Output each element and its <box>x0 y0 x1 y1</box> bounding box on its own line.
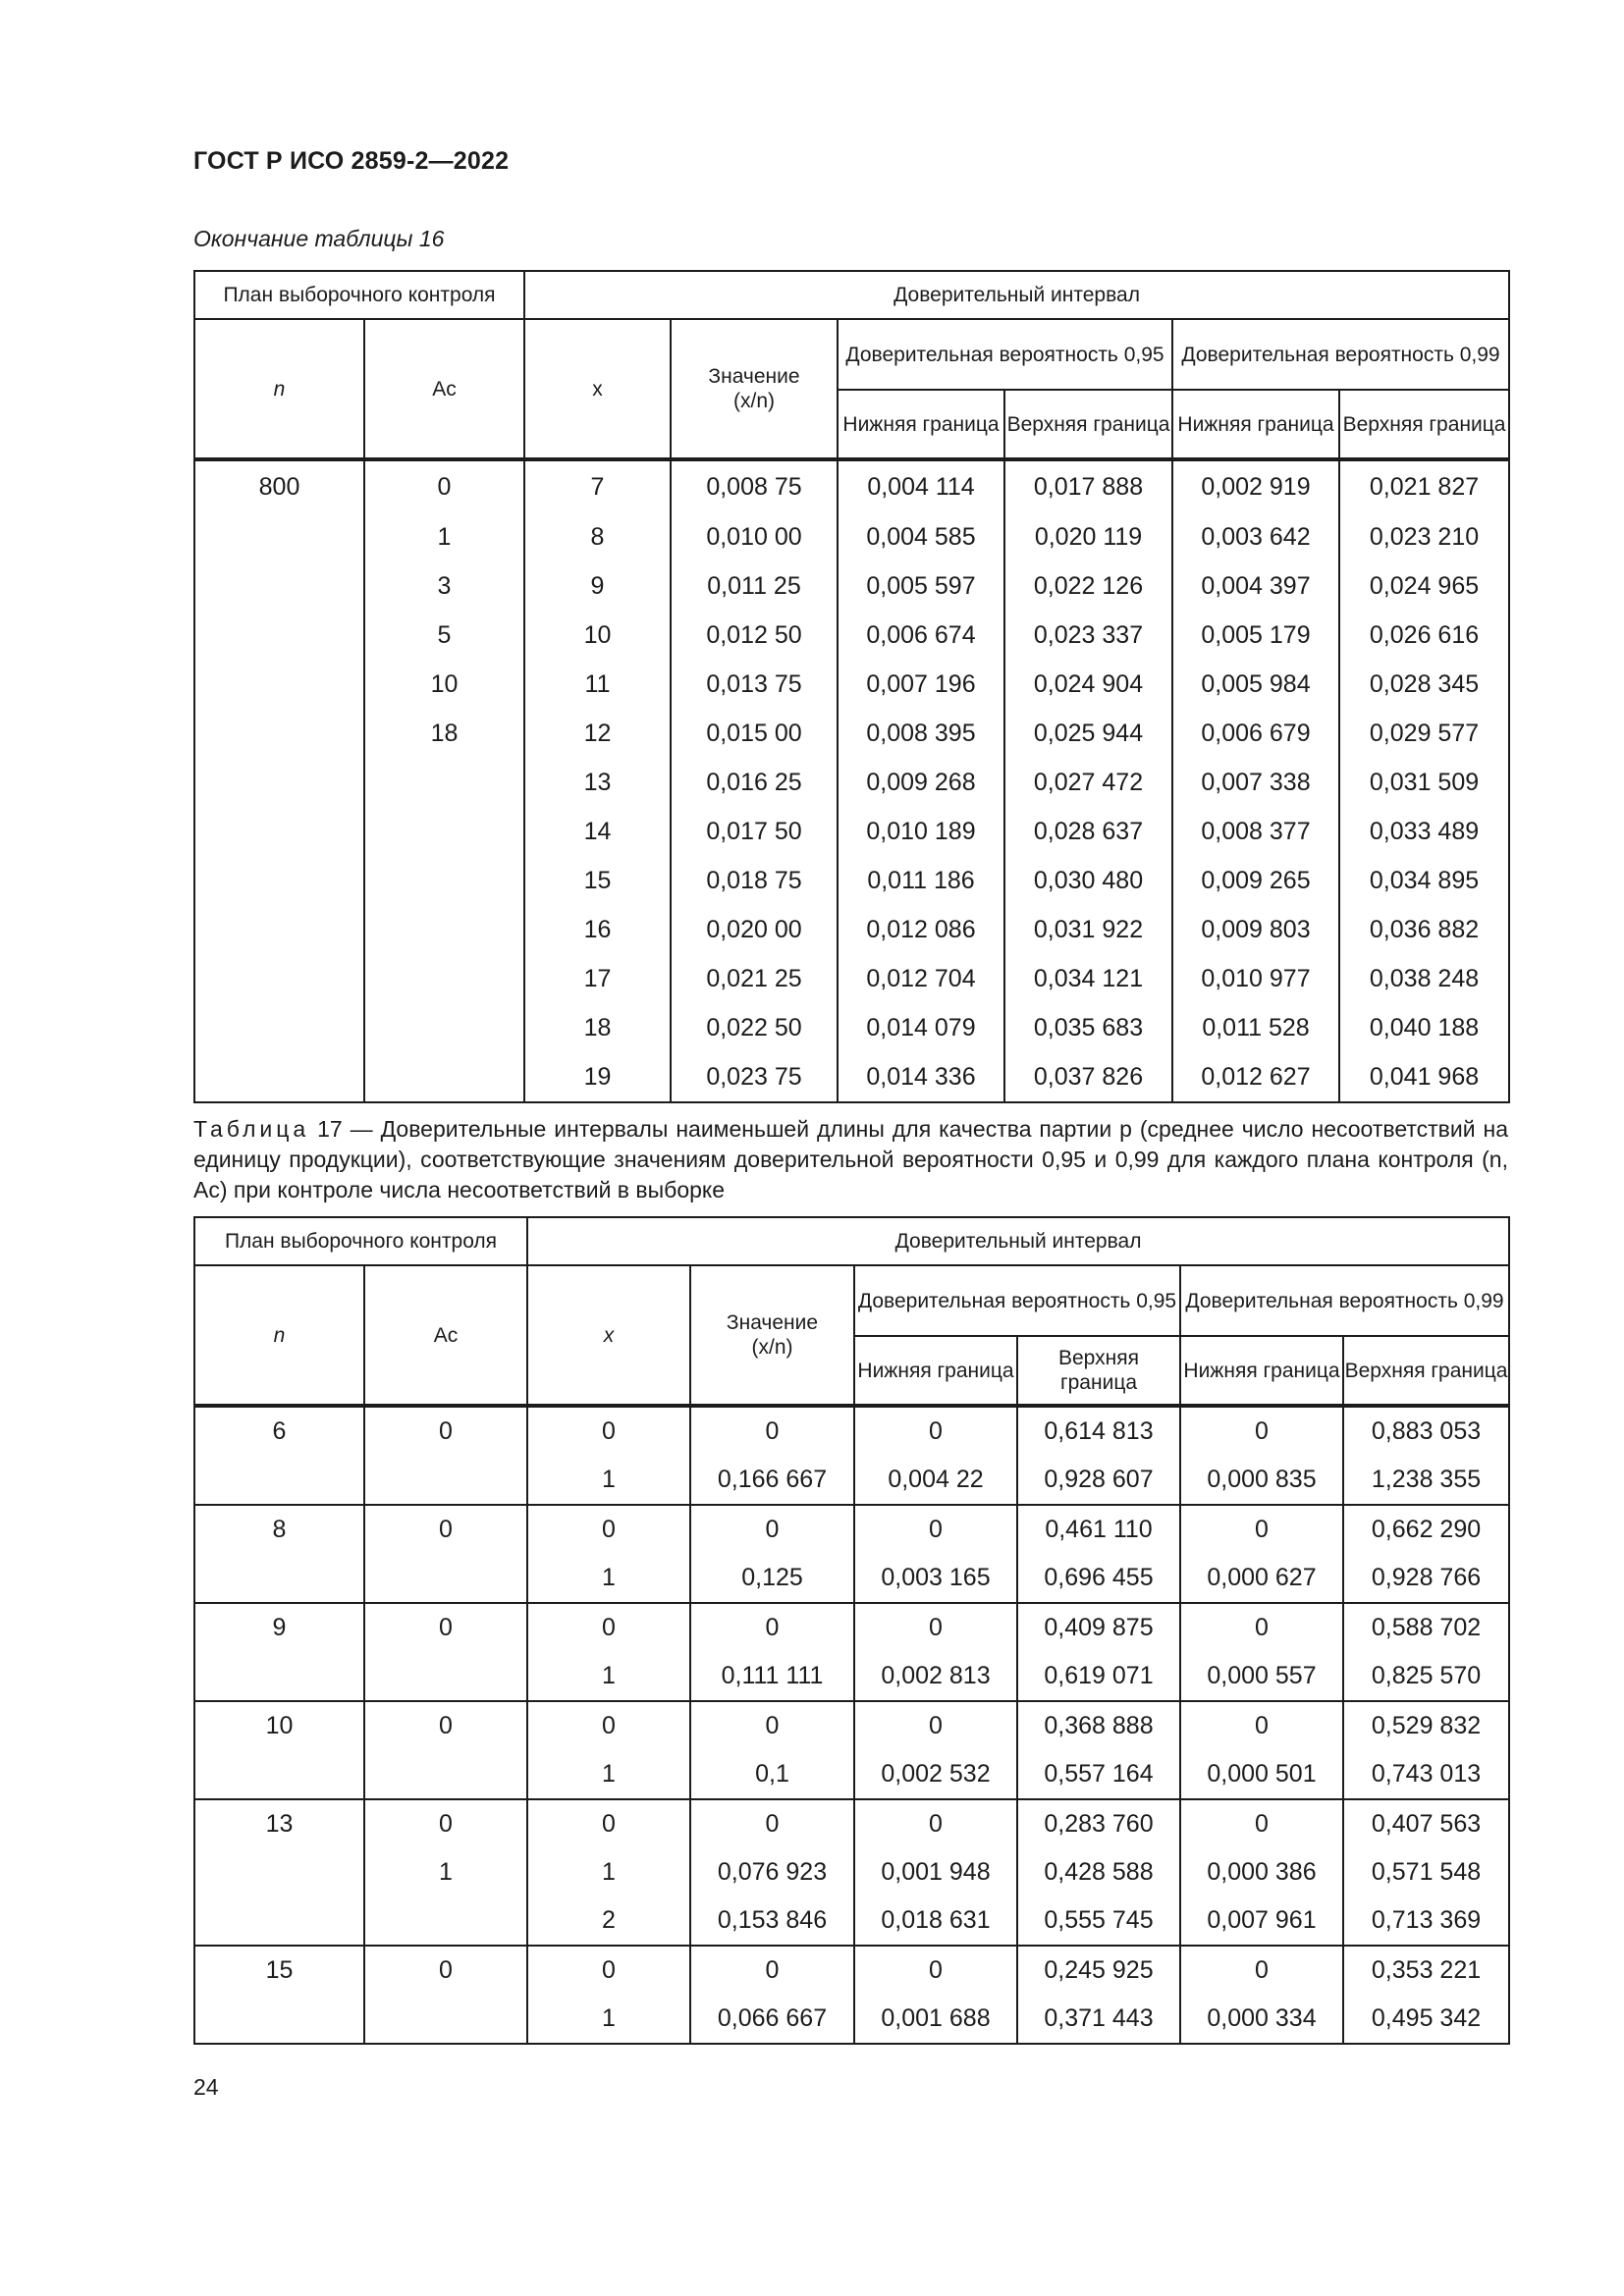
cell-lower-95: 0,004 22 <box>854 1456 1017 1505</box>
cell-x: 17 <box>524 954 671 1003</box>
cell-lower-99: 0 <box>1180 1799 1343 1848</box>
cell-lower-95: 0,005 597 <box>838 561 1004 611</box>
cell-x: 11 <box>524 660 671 709</box>
cell-value: 0 <box>690 1505 854 1554</box>
cell-x: 18 <box>524 1003 671 1052</box>
table-row <box>194 1995 1509 2044</box>
cell-lower-95: 0,009 268 <box>838 758 1004 807</box>
table-row <box>194 1701 1509 1750</box>
header-interval: Доверительный интервал <box>524 271 1509 319</box>
cell-n <box>194 954 364 1003</box>
cell-value: 0,1 <box>690 1750 854 1799</box>
cell-ac: 0 <box>364 1946 527 1995</box>
cell-x: 15 <box>524 856 671 905</box>
cell-lower-95: 0,012 704 <box>838 954 1004 1003</box>
cell-ac <box>364 1554 527 1603</box>
cell-upper-99: 0,571 548 <box>1343 1848 1509 1896</box>
table-row <box>194 459 1509 512</box>
table-row <box>194 1652 1509 1701</box>
cell-ac <box>364 807 524 856</box>
cell-lower-99: 0,004 397 <box>1172 561 1339 611</box>
cell-ac: 3 <box>364 561 524 611</box>
table-17-group <box>194 1406 1509 1505</box>
cell-ac: 0 <box>364 1701 527 1750</box>
table-row <box>194 856 1509 905</box>
cell-lower-95: 0,011 186 <box>838 856 1004 905</box>
cell-upper-99: 0,021 827 <box>1339 459 1509 512</box>
cell-ac <box>364 905 524 954</box>
cell-lower-95: 0 <box>854 1505 1017 1554</box>
table-row <box>194 1052 1509 1102</box>
cell-x: 19 <box>524 1052 671 1102</box>
cell-ac: 0 <box>364 1406 527 1456</box>
cell-upper-99: 0,038 248 <box>1339 954 1509 1003</box>
cell-upper-95: 0,557 164 <box>1017 1750 1180 1799</box>
cell-n <box>194 856 364 905</box>
cell-upper-95: 0,409 875 <box>1017 1603 1180 1652</box>
table-17-group <box>194 1701 1509 1799</box>
cell-value: 0,166 667 <box>690 1456 854 1505</box>
table-row <box>194 1406 1509 1456</box>
header-x: x <box>524 319 671 459</box>
cell-ac <box>364 954 524 1003</box>
cell-x: 0 <box>527 1406 690 1456</box>
header-lower-99: Нижняя граница <box>1172 390 1339 459</box>
cell-value: 0,011 25 <box>671 561 838 611</box>
page-number: 24 <box>193 2074 219 2100</box>
cell-n <box>194 1848 364 1896</box>
cell-upper-99: 0,588 702 <box>1343 1603 1509 1652</box>
cell-value: 0 <box>690 1701 854 1750</box>
cell-lower-95: 0 <box>854 1946 1017 1995</box>
cell-lower-99: 0,009 265 <box>1172 856 1339 905</box>
table-row <box>194 660 1509 709</box>
cell-n <box>194 1652 364 1701</box>
cell-n: 800 <box>194 459 364 512</box>
cell-value: 0 <box>690 1799 854 1848</box>
cell-lower-95: 0,004 114 <box>838 459 1004 512</box>
table-row <box>194 905 1509 954</box>
cell-lower-95: 0,014 336 <box>838 1052 1004 1102</box>
cell-ac: 0 <box>364 459 524 512</box>
cell-upper-99: 0,662 290 <box>1343 1505 1509 1554</box>
cell-x: 1 <box>527 1750 690 1799</box>
header-lower-99: Нижняя граница <box>1180 1336 1343 1406</box>
cell-upper-95: 0,614 813 <box>1017 1406 1180 1456</box>
cell-upper-99: 1,238 355 <box>1343 1456 1509 1505</box>
cell-x: 12 <box>524 709 671 758</box>
cell-lower-99: 0,000 334 <box>1180 1995 1343 2044</box>
cell-upper-95: 0,022 126 <box>1004 561 1172 611</box>
table-17-group <box>194 1603 1509 1701</box>
cell-upper-99: 0,024 965 <box>1339 561 1509 611</box>
table-17-title <box>193 1114 1508 1205</box>
cell-ac: 0 <box>364 1603 527 1652</box>
cell-upper-99: 0,041 968 <box>1339 1052 1509 1102</box>
cell-upper-99: 0,031 509 <box>1339 758 1509 807</box>
cell-ac <box>364 1652 527 1701</box>
cell-upper-95: 0,371 443 <box>1017 1995 1180 2044</box>
header-conf-99: Доверительная вероятность 0,99 <box>1172 319 1509 390</box>
cell-x: 0 <box>527 1701 690 1750</box>
cell-lower-99: 0 <box>1180 1946 1343 1995</box>
cell-value: 0,010 00 <box>671 512 838 561</box>
header-value-line2: (x/n) <box>751 1336 793 1359</box>
cell-lower-95: 0,007 196 <box>838 660 1004 709</box>
cell-n: 6 <box>194 1406 364 1456</box>
table-continuation-caption: Окончание таблицы 16 <box>193 226 445 251</box>
cell-n <box>194 758 364 807</box>
table-row <box>194 709 1509 758</box>
header-plan: План выборочного контроля <box>194 271 524 319</box>
cell-upper-95: 0,027 472 <box>1004 758 1172 807</box>
cell-x: 14 <box>524 807 671 856</box>
cell-lower-99: 0,011 528 <box>1172 1003 1339 1052</box>
cell-n <box>194 1456 364 1505</box>
cell-upper-99: 0,023 210 <box>1339 512 1509 561</box>
cell-value: 0,021 25 <box>671 954 838 1003</box>
cell-ac: 5 <box>364 611 524 660</box>
table-row <box>194 1554 1509 1603</box>
cell-lower-95: 0 <box>854 1701 1017 1750</box>
cell-n: 13 <box>194 1799 364 1848</box>
cell-value: 0,023 75 <box>671 1052 838 1102</box>
cell-upper-99: 0,883 053 <box>1343 1406 1509 1456</box>
cell-upper-99: 0,713 369 <box>1343 1896 1509 1946</box>
cell-upper-95: 0,035 683 <box>1004 1003 1172 1052</box>
cell-lower-95: 0,012 086 <box>838 905 1004 954</box>
cell-value: 0 <box>690 1603 854 1652</box>
cell-lower-99: 0,000 627 <box>1180 1554 1343 1603</box>
cell-lower-99: 0,003 642 <box>1172 512 1339 561</box>
cell-upper-95: 0,428 588 <box>1017 1848 1180 1896</box>
cell-n <box>194 1003 364 1052</box>
header-lower-95: Нижняя граница <box>838 390 1004 459</box>
cell-lower-95: 0,003 165 <box>854 1554 1017 1603</box>
cell-lower-95: 0,004 585 <box>838 512 1004 561</box>
table-17-group <box>194 1946 1509 2044</box>
cell-value: 0,012 50 <box>671 611 838 660</box>
cell-x: 0 <box>527 1505 690 1554</box>
cell-lower-99: 0 <box>1180 1701 1343 1750</box>
cell-upper-95: 0,017 888 <box>1004 459 1172 512</box>
cell-n <box>194 905 364 954</box>
table-17-group <box>194 1505 1509 1603</box>
cell-n <box>194 611 364 660</box>
header-plan: План выборочного контроля <box>194 1217 527 1265</box>
table-17-label: Таблица <box>193 1116 310 1142</box>
cell-value: 0,017 50 <box>671 807 838 856</box>
cell-upper-99: 0,407 563 <box>1343 1799 1509 1848</box>
cell-x: 13 <box>524 758 671 807</box>
header-upper-99: Верхняя граница <box>1339 390 1509 459</box>
cell-upper-95: 0,037 826 <box>1004 1052 1172 1102</box>
cell-lower-99: 0,005 984 <box>1172 660 1339 709</box>
cell-value: 0 <box>690 1406 854 1456</box>
table-row <box>194 512 1509 561</box>
cell-value: 0,125 <box>690 1554 854 1603</box>
cell-value: 0,013 75 <box>671 660 838 709</box>
header-upper-95: Верхняя граница <box>1017 1336 1180 1406</box>
cell-lower-99: 0 <box>1180 1505 1343 1554</box>
cell-upper-99: 0,743 013 <box>1343 1750 1509 1799</box>
cell-value: 0,111 111 <box>690 1652 854 1701</box>
cell-ac <box>364 1750 527 1799</box>
cell-lower-99: 0,000 386 <box>1180 1848 1343 1896</box>
cell-lower-95: 0,001 688 <box>854 1995 1017 2044</box>
table-17-title-text: 17 — Доверительные интервалы наименьшей длины для качества партии p (среднее число несоответствий на единицу продукции), соответствующие значениям доверительной вероятности 0,95 и 0,99 для каждого плана контроля (n, Ac) при контроле числа несоответствий в выборке <box>193 1116 1508 1202</box>
cell-lower-99: 0 <box>1180 1603 1343 1652</box>
cell-lower-95: 0 <box>854 1603 1017 1652</box>
cell-ac: 18 <box>364 709 524 758</box>
table-row <box>194 1603 1509 1652</box>
cell-value: 0 <box>690 1946 854 1995</box>
cell-lower-95: 0,006 674 <box>838 611 1004 660</box>
table-row <box>194 807 1509 856</box>
cell-ac <box>364 1995 527 2044</box>
cell-upper-99: 0,928 766 <box>1343 1554 1509 1603</box>
cell-lower-99: 0,009 803 <box>1172 905 1339 954</box>
cell-lower-99: 0,010 977 <box>1172 954 1339 1003</box>
cell-ac: 10 <box>364 660 524 709</box>
cell-lower-99: 0,006 679 <box>1172 709 1339 758</box>
cell-lower-99: 0,008 377 <box>1172 807 1339 856</box>
cell-n: 15 <box>194 1946 364 1995</box>
cell-value: 0,066 667 <box>690 1995 854 2044</box>
cell-n <box>194 1052 364 1102</box>
cell-lower-99: 0,012 627 <box>1172 1052 1339 1102</box>
cell-upper-99: 0,026 616 <box>1339 611 1509 660</box>
table-row <box>194 611 1509 660</box>
header-value <box>690 1265 854 1406</box>
cell-n <box>194 1896 364 1946</box>
cell-lower-95: 0,002 532 <box>854 1750 1017 1799</box>
cell-x: 0 <box>527 1603 690 1652</box>
cell-upper-99: 0,029 577 <box>1339 709 1509 758</box>
cell-x: 2 <box>527 1896 690 1946</box>
cell-x: 1 <box>527 1456 690 1505</box>
cell-lower-95: 0,008 395 <box>838 709 1004 758</box>
table-row <box>194 1003 1509 1052</box>
cell-ac <box>364 1896 527 1946</box>
table-row <box>194 1750 1509 1799</box>
cell-lower-95: 0,010 189 <box>838 807 1004 856</box>
cell-n: 8 <box>194 1505 364 1554</box>
table-row <box>194 561 1509 611</box>
document-header: ГОСТ Р ИСО 2859-2—2022 <box>193 147 510 175</box>
header-value-line1: Значение <box>708 365 800 388</box>
cell-n <box>194 1750 364 1799</box>
cell-value: 0,008 75 <box>671 459 838 512</box>
cell-x: 1 <box>527 1554 690 1603</box>
cell-value: 0,076 923 <box>690 1848 854 1896</box>
table-17 <box>193 1216 1510 2045</box>
cell-ac <box>364 1003 524 1052</box>
header-ac: Ac <box>364 319 524 459</box>
cell-n <box>194 512 364 561</box>
cell-lower-99: 0,000 557 <box>1180 1652 1343 1701</box>
cell-x: 1 <box>527 1652 690 1701</box>
cell-n: 9 <box>194 1603 364 1652</box>
cell-lower-95: 0 <box>854 1799 1017 1848</box>
header-conf-95: Доверительная вероятность 0,95 <box>854 1265 1180 1336</box>
header-value <box>671 319 838 459</box>
cell-upper-99: 0,495 342 <box>1343 1995 1509 2044</box>
cell-value: 0,018 75 <box>671 856 838 905</box>
cell-upper-95: 0,696 455 <box>1017 1554 1180 1603</box>
cell-upper-99: 0,353 221 <box>1343 1946 1509 1995</box>
header-lower-95: Нижняя граница <box>854 1336 1017 1406</box>
cell-upper-95: 0,025 944 <box>1004 709 1172 758</box>
header-n: n <box>194 1265 364 1406</box>
cell-upper-95: 0,555 745 <box>1017 1896 1180 1946</box>
cell-upper-95: 0,034 121 <box>1004 954 1172 1003</box>
table-row <box>194 1456 1509 1505</box>
cell-x: 0 <box>527 1946 690 1995</box>
cell-x: 9 <box>524 561 671 611</box>
cell-lower-95: 0,001 948 <box>854 1848 1017 1896</box>
cell-value: 0,015 00 <box>671 709 838 758</box>
cell-upper-99: 0,033 489 <box>1339 807 1509 856</box>
cell-upper-95: 0,020 119 <box>1004 512 1172 561</box>
cell-x: 1 <box>527 1995 690 2044</box>
header-conf-99: Доверительная вероятность 0,99 <box>1180 1265 1509 1336</box>
table-row <box>194 1896 1509 1946</box>
cell-lower-99: 0,000 835 <box>1180 1456 1343 1505</box>
table-17-group <box>194 1799 1509 1946</box>
cell-upper-99: 0,036 882 <box>1339 905 1509 954</box>
cell-n <box>194 1995 364 2044</box>
cell-lower-95: 0,002 813 <box>854 1652 1017 1701</box>
cell-ac <box>364 758 524 807</box>
header-ac: Ac <box>364 1265 527 1406</box>
table-row <box>194 1946 1509 1995</box>
cell-x: 1 <box>527 1848 690 1896</box>
cell-upper-99: 0,034 895 <box>1339 856 1509 905</box>
cell-ac: 1 <box>364 512 524 561</box>
cell-upper-95: 0,031 922 <box>1004 905 1172 954</box>
cell-lower-95: 0,014 079 <box>838 1003 1004 1052</box>
cell-upper-99: 0,529 832 <box>1343 1701 1509 1750</box>
cell-x: 0 <box>527 1799 690 1848</box>
cell-upper-95: 0,030 480 <box>1004 856 1172 905</box>
cell-x: 7 <box>524 459 671 512</box>
cell-lower-99: 0,002 919 <box>1172 459 1339 512</box>
cell-n: 10 <box>194 1701 364 1750</box>
cell-upper-99: 0,040 188 <box>1339 1003 1509 1052</box>
cell-lower-99: 0,000 501 <box>1180 1750 1343 1799</box>
cell-n <box>194 1554 364 1603</box>
cell-ac <box>364 856 524 905</box>
header-interval: Доверительный интервал <box>527 1217 1509 1265</box>
cell-value: 0,016 25 <box>671 758 838 807</box>
header-n: n <box>194 319 364 459</box>
header-x: x <box>527 1265 690 1406</box>
cell-ac <box>364 1456 527 1505</box>
cell-ac <box>364 1052 524 1102</box>
header-upper-99: Верхняя граница <box>1343 1336 1509 1406</box>
cell-upper-95: 0,028 637 <box>1004 807 1172 856</box>
cell-upper-95: 0,461 110 <box>1017 1505 1180 1554</box>
cell-ac: 0 <box>364 1505 527 1554</box>
cell-upper-95: 0,283 760 <box>1017 1799 1180 1848</box>
cell-n <box>194 561 364 611</box>
table-row <box>194 1848 1509 1896</box>
cell-upper-99: 0,028 345 <box>1339 660 1509 709</box>
cell-ac: 1 <box>364 1848 527 1896</box>
header-value-line1: Значение <box>726 1311 819 1334</box>
header-value-line2: (x/n) <box>733 390 775 412</box>
cell-x: 16 <box>524 905 671 954</box>
cell-lower-99: 0,007 961 <box>1180 1896 1343 1946</box>
cell-n <box>194 660 364 709</box>
cell-lower-95: 0,018 631 <box>854 1896 1017 1946</box>
cell-n <box>194 807 364 856</box>
table-row <box>194 758 1509 807</box>
cell-upper-95: 0,024 904 <box>1004 660 1172 709</box>
cell-lower-95: 0 <box>854 1406 1017 1456</box>
table-16-body <box>194 459 1509 1102</box>
cell-x: 10 <box>524 611 671 660</box>
cell-lower-99: 0,007 338 <box>1172 758 1339 807</box>
cell-upper-95: 0,245 925 <box>1017 1946 1180 1995</box>
header-conf-95: Доверительная вероятность 0,95 <box>838 319 1172 390</box>
cell-n <box>194 709 364 758</box>
cell-upper-99: 0,825 570 <box>1343 1652 1509 1701</box>
table-16 <box>193 270 1510 1103</box>
cell-value: 0,153 846 <box>690 1896 854 1946</box>
cell-upper-95: 0,619 071 <box>1017 1652 1180 1701</box>
table-row <box>194 954 1509 1003</box>
cell-upper-95: 0,023 337 <box>1004 611 1172 660</box>
cell-value: 0,022 50 <box>671 1003 838 1052</box>
cell-upper-95: 0,368 888 <box>1017 1701 1180 1750</box>
cell-lower-99: 0,005 179 <box>1172 611 1339 660</box>
cell-ac: 0 <box>364 1799 527 1848</box>
table-row <box>194 1799 1509 1848</box>
cell-x: 8 <box>524 512 671 561</box>
cell-upper-95: 0,928 607 <box>1017 1456 1180 1505</box>
header-upper-95: Верхняя граница <box>1004 390 1172 459</box>
cell-lower-99: 0 <box>1180 1406 1343 1456</box>
cell-value: 0,020 00 <box>671 905 838 954</box>
table-row <box>194 1505 1509 1554</box>
